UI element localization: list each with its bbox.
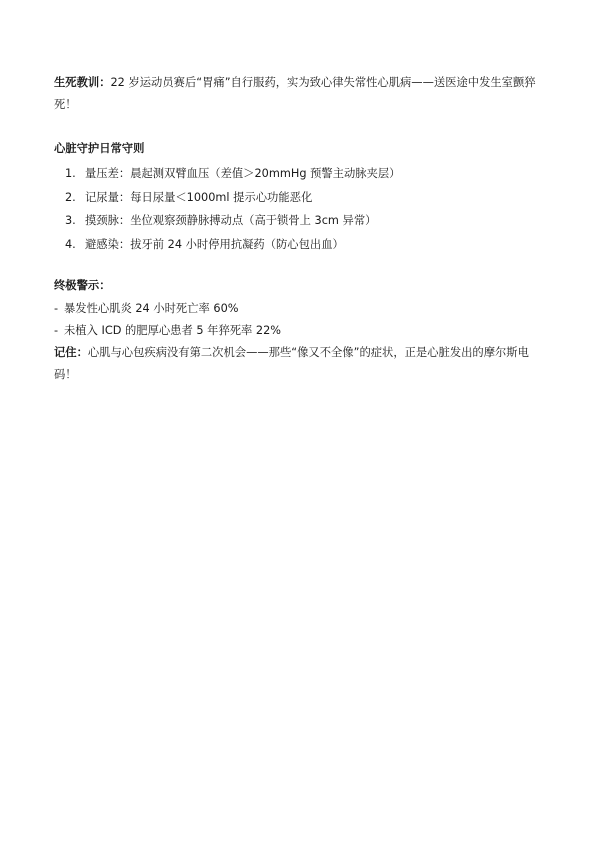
list-item — [54, 186, 544, 210]
bullet-dash: - — [54, 302, 59, 316]
list-item-text: 记尿量：每日尿量＜1000ml 提示心功能恶化 — [85, 190, 313, 204]
lesson-text: 22 岁运动员赛后“胃痛”自行服药，实为致心律失常性心肌病——送医途中发生室颤猝死！ — [54, 76, 536, 111]
rules-list — [54, 162, 544, 256]
list-item — [54, 233, 544, 257]
warning-item — [54, 298, 544, 320]
list-item-number: 2. — [65, 190, 76, 204]
warning-item-text: 暴发性心肌炎 24 小时死亡率 60% — [64, 302, 239, 316]
remember-label: 记住： — [54, 346, 88, 360]
list-item-number: 1. — [65, 167, 76, 181]
warning-item — [54, 320, 544, 342]
document-page — [54, 72, 544, 386]
bullet-dash: - — [54, 324, 59, 338]
list-item-number: 3. — [65, 214, 76, 228]
warning-item-text: 未植入 ICD 的肥厚心患者 5 年猝死率 22% — [64, 324, 282, 338]
list-item-text: 避感染：拔牙前 24 小时停用抗凝药（防心包出血） — [85, 237, 344, 251]
remember-text: 心肌与心包疾病没有第二次机会——那些“像又不全像”的症状，正是心脏发出的摩尔斯电码！ — [54, 346, 529, 382]
list-item-number: 4. — [65, 237, 76, 251]
rules-heading: 心脏守护日常守则 — [54, 142, 145, 155]
lesson-label: 生死教训： — [54, 76, 111, 89]
list-item-text: 量压差：晨起测双臂血压（差值＞20mmHg 预警主动脉夹层） — [85, 167, 401, 181]
remember-paragraph — [54, 342, 544, 386]
list-item-text: 摸颈脉：坐位观察颈静脉搏动点（高于锁骨上 3cm 异常） — [85, 214, 377, 228]
list-item — [54, 209, 544, 233]
warning-heading: 终极警示： — [54, 279, 111, 293]
list-item — [54, 162, 544, 186]
lesson-paragraph — [54, 72, 544, 116]
